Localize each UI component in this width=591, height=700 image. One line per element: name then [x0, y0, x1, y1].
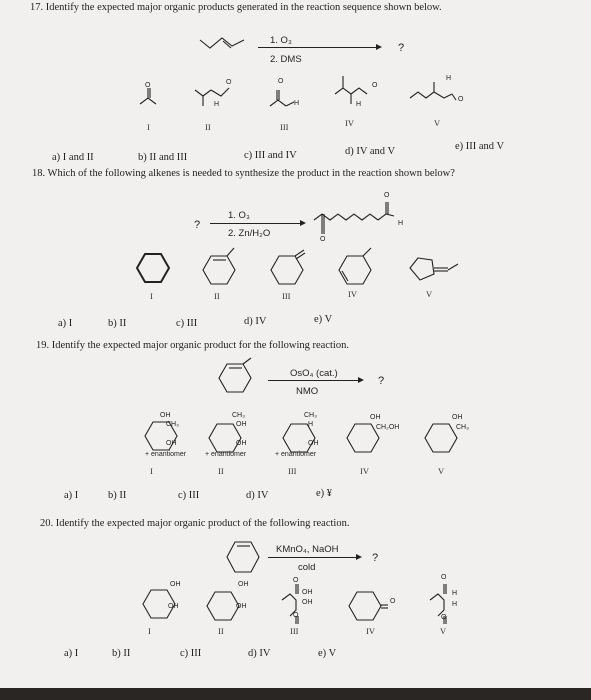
q19-i-oh-bottom: OH [166, 440, 177, 447]
q17-v-o-label: O [458, 96, 464, 103]
q20-v-h-bottom: H [452, 601, 458, 608]
q18-answer-b[interactable]: b) II [108, 318, 127, 329]
q17-roman-iv: IV [345, 118, 354, 128]
q17-choice-ii-structure [195, 78, 245, 113]
q20-product-mark: ? [372, 552, 379, 564]
q19-roman-iv: IV [360, 466, 369, 476]
q17-choice-i-structure [138, 80, 168, 115]
q17-roman-ii: II [205, 122, 211, 132]
q20-ii-oh-top: OH [238, 581, 249, 588]
q20-question: 20. Identify the expected major organic product of the following reaction. [40, 518, 350, 529]
q17-iii-h-label: H [294, 100, 300, 107]
q17-reactant-alkene [200, 30, 250, 60]
q20-answer-d[interactable]: d) IV [248, 648, 271, 659]
q19-arrowhead [358, 377, 364, 383]
q19-answer-e[interactable]: e) ¥ [316, 488, 333, 499]
q20-arrowhead [356, 554, 362, 560]
q17-reagent-1: 1. O₃ [270, 35, 292, 46]
q17-answer-b[interactable]: b) II and III [138, 152, 188, 163]
q20-i-oh-top: OH [170, 581, 181, 588]
q17-arrowhead [376, 44, 382, 50]
q20-iii-oh-top: OH [302, 589, 313, 596]
q18-arrowhead [300, 220, 306, 226]
q17-answer-d[interactable]: d) IV and V [345, 146, 396, 157]
q19-i-enantiomer: + enantiomer [145, 451, 187, 458]
q19-i-oh-top: OH [160, 412, 171, 419]
q18-answer-a[interactable]: a) I [58, 318, 73, 329]
q18-choice-ii-structure [202, 252, 252, 286]
q20-choice-iv-structure [348, 588, 398, 622]
q18-choice-iii-structure [270, 252, 320, 286]
q17-product-mark: ? [398, 42, 405, 54]
q17-roman-iii: III [280, 122, 289, 132]
q20-answer-a[interactable]: a) I [64, 648, 79, 659]
q18-choice-iv-structure [338, 252, 388, 286]
q17-roman-i: I [147, 122, 150, 132]
q20-reaction-arrow [268, 557, 358, 558]
q19-reaction-arrow [268, 380, 360, 381]
q19-ii-enantiomer: + enantiomer [205, 451, 247, 458]
q19-choice-iii-structure [282, 420, 322, 454]
q18-roman-i: I [150, 291, 153, 301]
q20-iv-o: O [390, 598, 396, 605]
q17-iv-h-label: H [356, 101, 362, 108]
q20-answer-c[interactable]: c) III [180, 648, 202, 659]
q20-i-oh-bottom: OH [168, 603, 179, 610]
q20-reagent-1: KMnO₄, NaOH [276, 544, 339, 555]
q17-v-h-label: H [446, 75, 452, 82]
q20-roman-v: V [440, 626, 447, 636]
q20-roman-iv: IV [366, 626, 375, 636]
q19-iii-enantiomer: + enantiomer [275, 451, 317, 458]
q20-answer-e[interactable]: e) V [318, 648, 337, 659]
q19-iii-oh: OH [308, 440, 319, 447]
q18-answer-c[interactable]: c) III [176, 318, 198, 329]
q20-iii-oh-bottom: OH [302, 599, 313, 606]
q18-reagent-2: 2. Zn/H₂O [228, 228, 271, 239]
q19-question: 19. Identify the expected major organic product for the following reaction. [36, 340, 349, 351]
q19-answer-c[interactable]: c) III [178, 490, 200, 501]
q18-choice-v-structure [406, 254, 464, 286]
q20-roman-i: I [148, 626, 151, 636]
q20-v-o-top: O [441, 574, 447, 581]
q19-iii-ch3: CH₃ [304, 412, 317, 419]
q19-iv-ch2oh: CH₂OH [376, 424, 400, 431]
q19-roman-i: I [150, 466, 153, 476]
q19-v-oh: OH [452, 414, 463, 421]
q19-reagent-1: OsO₄ (cat.) [290, 368, 338, 379]
q19-roman-v: V [438, 466, 445, 476]
q17-ii-h-label: H [214, 101, 220, 108]
q20-choice-v-structure [426, 578, 472, 626]
q18-answer-e[interactable]: e) V [314, 314, 333, 325]
q18-product-o-bottom: O [320, 236, 326, 243]
q20-v-o-bottom: O [441, 614, 447, 621]
q19-i-ch3: CH₃ [166, 421, 179, 428]
q18-product-h: H [398, 220, 404, 227]
q19-answer-d[interactable]: d) IV [246, 490, 269, 501]
q17-reagent-2: 2. DMS [270, 54, 302, 65]
q19-ii-oh-top: OH [236, 421, 247, 428]
q19-answer-b[interactable]: b) II [108, 490, 127, 501]
q20-reagent-2: cold [298, 562, 316, 573]
q18-reaction-arrow [210, 223, 302, 224]
q18-reagent-1: 1. O₃ [228, 210, 250, 221]
q17-ii-o-label: O [226, 79, 232, 86]
q19-roman-iii: III [288, 466, 297, 476]
q18-roman-iv: IV [348, 289, 357, 299]
q20-roman-ii: II [218, 626, 224, 636]
q20-ii-oh-bottom: OH [236, 603, 247, 610]
q19-reactant-structure [218, 362, 258, 396]
q17-iv-o-label: O [372, 82, 378, 89]
q18-product-o-top: O [384, 192, 390, 199]
q18-choice-i-structure [136, 252, 170, 284]
q18-roman-iii: III [282, 291, 291, 301]
q20-v-h-top: H [452, 590, 458, 597]
q19-product-mark: ? [378, 375, 385, 387]
q19-roman-ii: II [218, 466, 224, 476]
q17-answer-c[interactable]: c) III and IV [244, 150, 297, 161]
q17-reaction-arrow [258, 47, 378, 48]
q20-iii-o-bottom: O [293, 612, 299, 619]
q19-answer-a[interactable]: a) I [64, 490, 79, 501]
q17-answer-e[interactable]: e) III and V [455, 141, 505, 152]
q18-product-structure [312, 194, 422, 244]
q18-reactant-mark: ? [194, 219, 201, 231]
q19-ii-oh-bottom: OH [236, 440, 247, 447]
q18-roman-v: V [426, 289, 433, 299]
q20-roman-iii: III [290, 626, 299, 636]
q20-iii-o-top: O [293, 577, 299, 584]
q19-iv-oh: OH [370, 414, 381, 421]
q20-choice-iii-structure [278, 580, 322, 626]
desk-background [0, 688, 591, 700]
q18-answer-d[interactable]: d) IV [244, 316, 267, 327]
q19-v-ch3: CH₃ [456, 424, 469, 431]
q18-question: 18. Which of the following alkenes is needed to synthesize the product in the reaction shown below? [32, 168, 455, 179]
q19-ii-ch3: CH₃ [232, 412, 245, 419]
q17-question: 17. Identify the expected major organic products generated in the reaction sequence shown below. [30, 2, 442, 13]
q19-reagent-2: NMO [296, 386, 319, 397]
q17-choice-iii-structure [268, 80, 308, 115]
q20-answer-b[interactable]: b) II [112, 648, 131, 659]
q18-roman-ii: II [214, 291, 220, 301]
q17-iii-o-label: O [278, 78, 284, 85]
q17-i-o-label: O [145, 82, 151, 89]
q17-roman-v: V [434, 118, 441, 128]
q20-reactant-structure [226, 540, 266, 576]
q19-iii-h: H [308, 421, 314, 428]
q17-answer-a[interactable]: a) I and II [52, 152, 94, 163]
